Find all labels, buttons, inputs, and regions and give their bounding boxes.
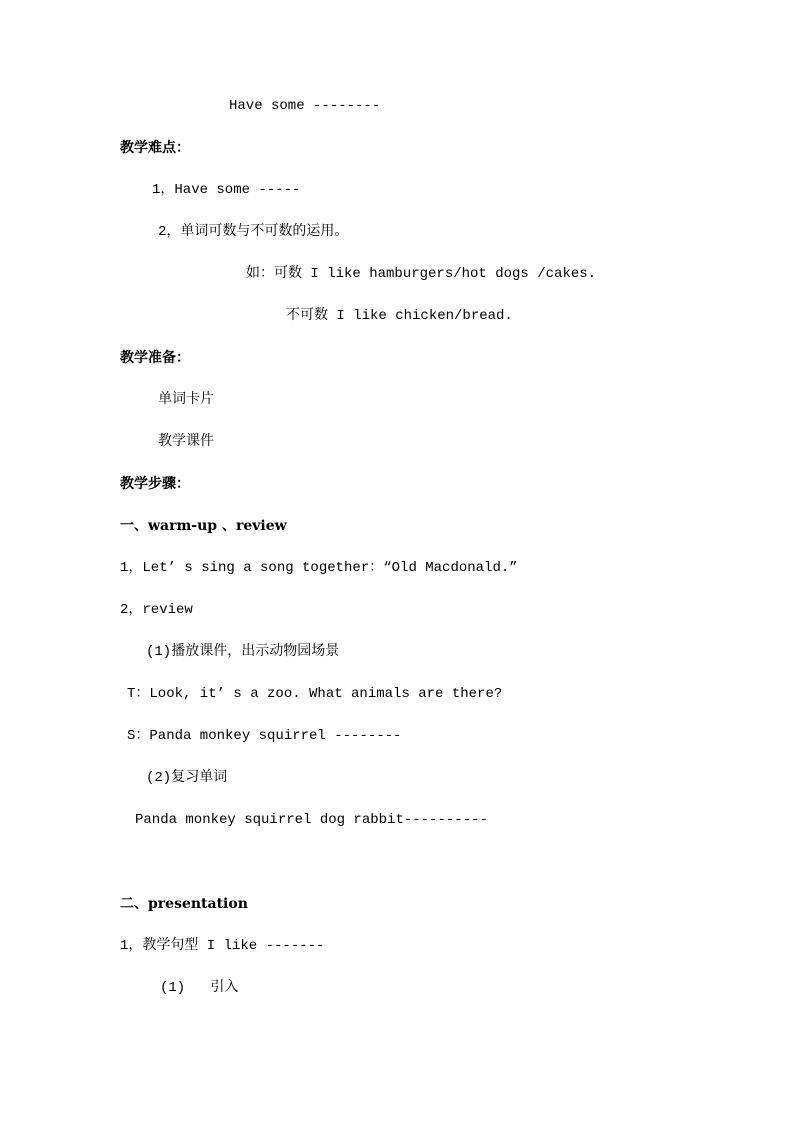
section-heading-difficulty: 教学难点： <box>120 140 190 156</box>
section-heading-steps: 教学步骤： <box>120 476 190 492</box>
text-line: 1，Let’ s sing a song together：“Old Macdonald.” <box>120 560 518 576</box>
text-line: 教学课件 <box>158 434 214 450</box>
text-line: 单词卡片 <box>158 392 214 408</box>
text-line: (1)播放课件，出示动物园场景 <box>146 644 340 660</box>
subsection-heading-presentation: 二、presentation <box>120 896 248 912</box>
text-line: S：Panda monkey squirrel -------- <box>127 728 402 744</box>
text-line: Panda monkey squirrel dog rabbit---------- <box>135 812 488 828</box>
text-line: (1) 引入 <box>160 980 239 996</box>
text-line: T：Look, it’ s a zoo. What animals are there? <box>127 686 503 702</box>
text-line: (2)复习单词 <box>146 770 228 786</box>
subsection-heading-warmup: 一、warm-up 、review <box>120 518 287 534</box>
text-line: 如：可数 I like hamburgers/hot dogs /cakes. <box>246 266 597 282</box>
text-line: 2，单词可数与不可数的运用。 <box>158 224 349 240</box>
text-line: 2，review <box>120 602 193 618</box>
text-line: Have some -------- <box>229 98 381 114</box>
text-line: 1，教学句型 I like ------- <box>120 938 325 954</box>
text-line: 1，Have some ----- <box>152 182 301 198</box>
text-line: 不可数 I like chicken/bread. <box>286 308 513 324</box>
section-heading-preparation: 教学准备： <box>120 350 190 366</box>
